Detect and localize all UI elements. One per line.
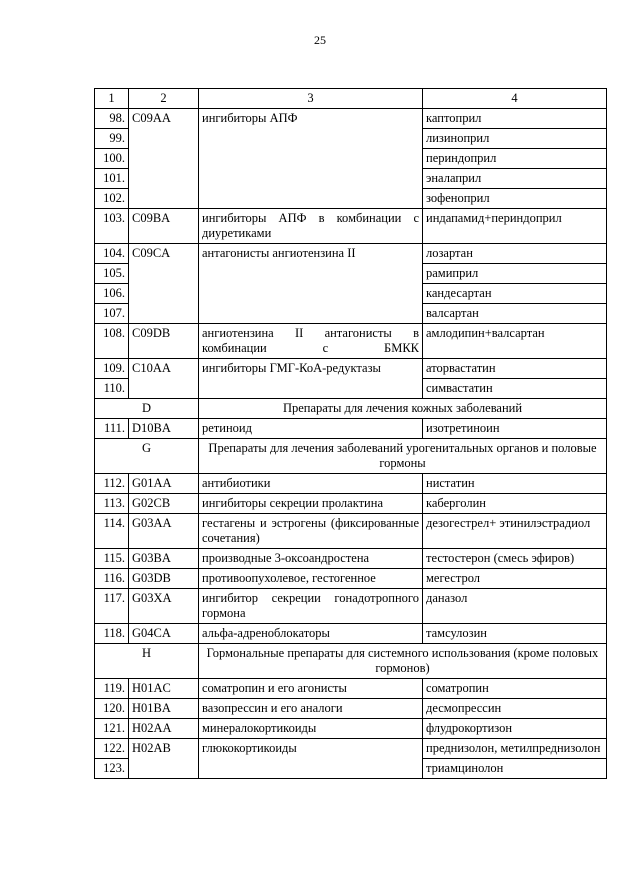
atc-code: H01AC <box>129 679 199 699</box>
table-row <box>95 244 607 264</box>
pharm-group: производные 3-оксоандростена <box>199 549 423 569</box>
row-number: 108. <box>95 324 129 359</box>
table-row <box>95 569 607 589</box>
page-number: 25 <box>314 33 326 47</box>
pharm-group: ингибиторы секреции пролактина <box>199 494 423 514</box>
pharm-group: минералокортикоиды <box>199 719 423 739</box>
atc-code: G01AA <box>129 474 199 494</box>
atc-code: C09DB <box>129 324 199 359</box>
row-number: 99. <box>95 129 129 149</box>
row-number: 101. <box>95 169 129 189</box>
table-row <box>95 209 607 244</box>
atc-code: H01BA <box>129 699 199 719</box>
section-row <box>95 644 607 679</box>
drug-name: нистатин <box>423 474 607 494</box>
pharm-group: глюкокортикоиды <box>199 739 423 779</box>
drug-name: десмопрессин <box>423 699 607 719</box>
atc-code: G03DB <box>129 569 199 589</box>
drug-list-table <box>94 88 607 779</box>
row-number: 100. <box>95 149 129 169</box>
row-number: 110. <box>95 379 129 399</box>
table-row <box>95 514 607 549</box>
row-number: 122. <box>95 739 129 759</box>
row-number: 106. <box>95 284 129 304</box>
drug-name: даназол <box>423 589 607 624</box>
section-title: Препараты для лечения кожных заболеваний <box>199 399 607 419</box>
row-number: 103. <box>95 209 129 244</box>
atc-code: C09CA <box>129 244 199 324</box>
table-row <box>95 359 607 379</box>
table-row <box>95 719 607 739</box>
drug-name: тестостерон (смесь эфиров) <box>423 549 607 569</box>
drug-name: рамиприл <box>423 264 607 284</box>
atc-code: H02AA <box>129 719 199 739</box>
drug-name: тамсулозин <box>423 624 607 644</box>
section-letter: H <box>95 644 199 679</box>
drug-name: эналаприл <box>423 169 607 189</box>
table-row <box>95 494 607 514</box>
row-number: 118. <box>95 624 129 644</box>
drug-name: валсартан <box>423 304 607 324</box>
pharm-group: ингибиторы ГМГ-КоА-редуктазы <box>199 359 423 399</box>
drug-name: симвастатин <box>423 379 607 399</box>
table-row <box>95 474 607 494</box>
section-row <box>95 439 607 474</box>
row-number: 111. <box>95 419 129 439</box>
drug-name: кандесартан <box>423 284 607 304</box>
drug-name: дезогестрел+ этинилэстрадиол <box>423 514 607 549</box>
pharm-group: альфа-адреноблокаторы <box>199 624 423 644</box>
row-number: 107. <box>95 304 129 324</box>
drug-name: амлодипин+валсартан <box>423 324 607 359</box>
drug-name: каптоприл <box>423 109 607 129</box>
row-number: 116. <box>95 569 129 589</box>
drug-name: флудрокортизон <box>423 719 607 739</box>
atc-code: G02CB <box>129 494 199 514</box>
table-row <box>95 699 607 719</box>
header-cell-code: 2 <box>129 89 199 109</box>
header-cell-num: 1 <box>95 89 129 109</box>
row-number: 120. <box>95 699 129 719</box>
row-number: 102. <box>95 189 129 209</box>
pharm-group: ретиноид <box>199 419 423 439</box>
pharm-group: ингибиторы АПФ <box>199 109 423 209</box>
header-cell-drug: 4 <box>423 89 607 109</box>
row-number: 114. <box>95 514 129 549</box>
row-number: 104. <box>95 244 129 264</box>
drug-name: индапамид+периндоприл <box>423 209 607 244</box>
drug-name: периндоприл <box>423 149 607 169</box>
drug-name: мегестрол <box>423 569 607 589</box>
section-title: Гормональные препараты для системного использования (кроме половых гормонов) <box>199 644 607 679</box>
table-row <box>95 324 607 359</box>
section-title: Препараты для лечения заболеваний урогенитальных органов и половые гормоны <box>199 439 607 474</box>
atc-code: G04CA <box>129 624 199 644</box>
row-number: 121. <box>95 719 129 739</box>
table-row <box>95 589 607 624</box>
row-number: 119. <box>95 679 129 699</box>
pharm-group: антибиотики <box>199 474 423 494</box>
table-header-row <box>95 89 607 109</box>
table-row <box>95 549 607 569</box>
pharm-group: вазопрессин и его аналоги <box>199 699 423 719</box>
drug-name: лозартан <box>423 244 607 264</box>
drug-name: лизиноприл <box>423 129 607 149</box>
atc-code: C09AA <box>129 109 199 209</box>
header-cell-group: 3 <box>199 89 423 109</box>
pharm-group: антагонисты ангиотензина II <box>199 244 423 324</box>
pharm-group: ингибиторы АПФ в комбинации с диуретиками <box>199 209 423 244</box>
drug-name: каберголин <box>423 494 607 514</box>
table-row <box>95 419 607 439</box>
drug-name: изотретиноин <box>423 419 607 439</box>
pharm-group: противоопухолевое, гестогенное <box>199 569 423 589</box>
drug-name: зофеноприл <box>423 189 607 209</box>
row-number: 117. <box>95 589 129 624</box>
drug-name: преднизолон, метилпреднизолон <box>423 739 607 759</box>
atc-code: C09BA <box>129 209 199 244</box>
pharm-group: ингибитор секреции гонадотропного гормона <box>199 589 423 624</box>
pharm-group: ангиотензина II антагонисты в комбинации с БМКК <box>199 324 423 359</box>
row-number: 98. <box>95 109 129 129</box>
pharm-group: соматропин и его агонисты <box>199 679 423 699</box>
row-number: 105. <box>95 264 129 284</box>
row-number: 123. <box>95 759 129 779</box>
drug-name: триамцинолон <box>423 759 607 779</box>
section-row <box>95 399 607 419</box>
pharm-group: гестагены и эстрогены (фиксированные сочетания) <box>199 514 423 549</box>
atc-code: G03XA <box>129 589 199 624</box>
row-number: 109. <box>95 359 129 379</box>
row-number: 112. <box>95 474 129 494</box>
atc-code: G03BA <box>129 549 199 569</box>
row-number: 113. <box>95 494 129 514</box>
drug-name: аторвастатин <box>423 359 607 379</box>
atc-code: D10BA <box>129 419 199 439</box>
section-letter: D <box>95 399 199 419</box>
table-row <box>95 739 607 759</box>
table-row <box>95 679 607 699</box>
table-row <box>95 624 607 644</box>
row-number: 115. <box>95 549 129 569</box>
atc-code: C10AA <box>129 359 199 399</box>
atc-code: G03AA <box>129 514 199 549</box>
atc-code: H02AB <box>129 739 199 779</box>
section-letter: G <box>95 439 199 474</box>
table-row <box>95 109 607 129</box>
drug-name: соматропин <box>423 679 607 699</box>
